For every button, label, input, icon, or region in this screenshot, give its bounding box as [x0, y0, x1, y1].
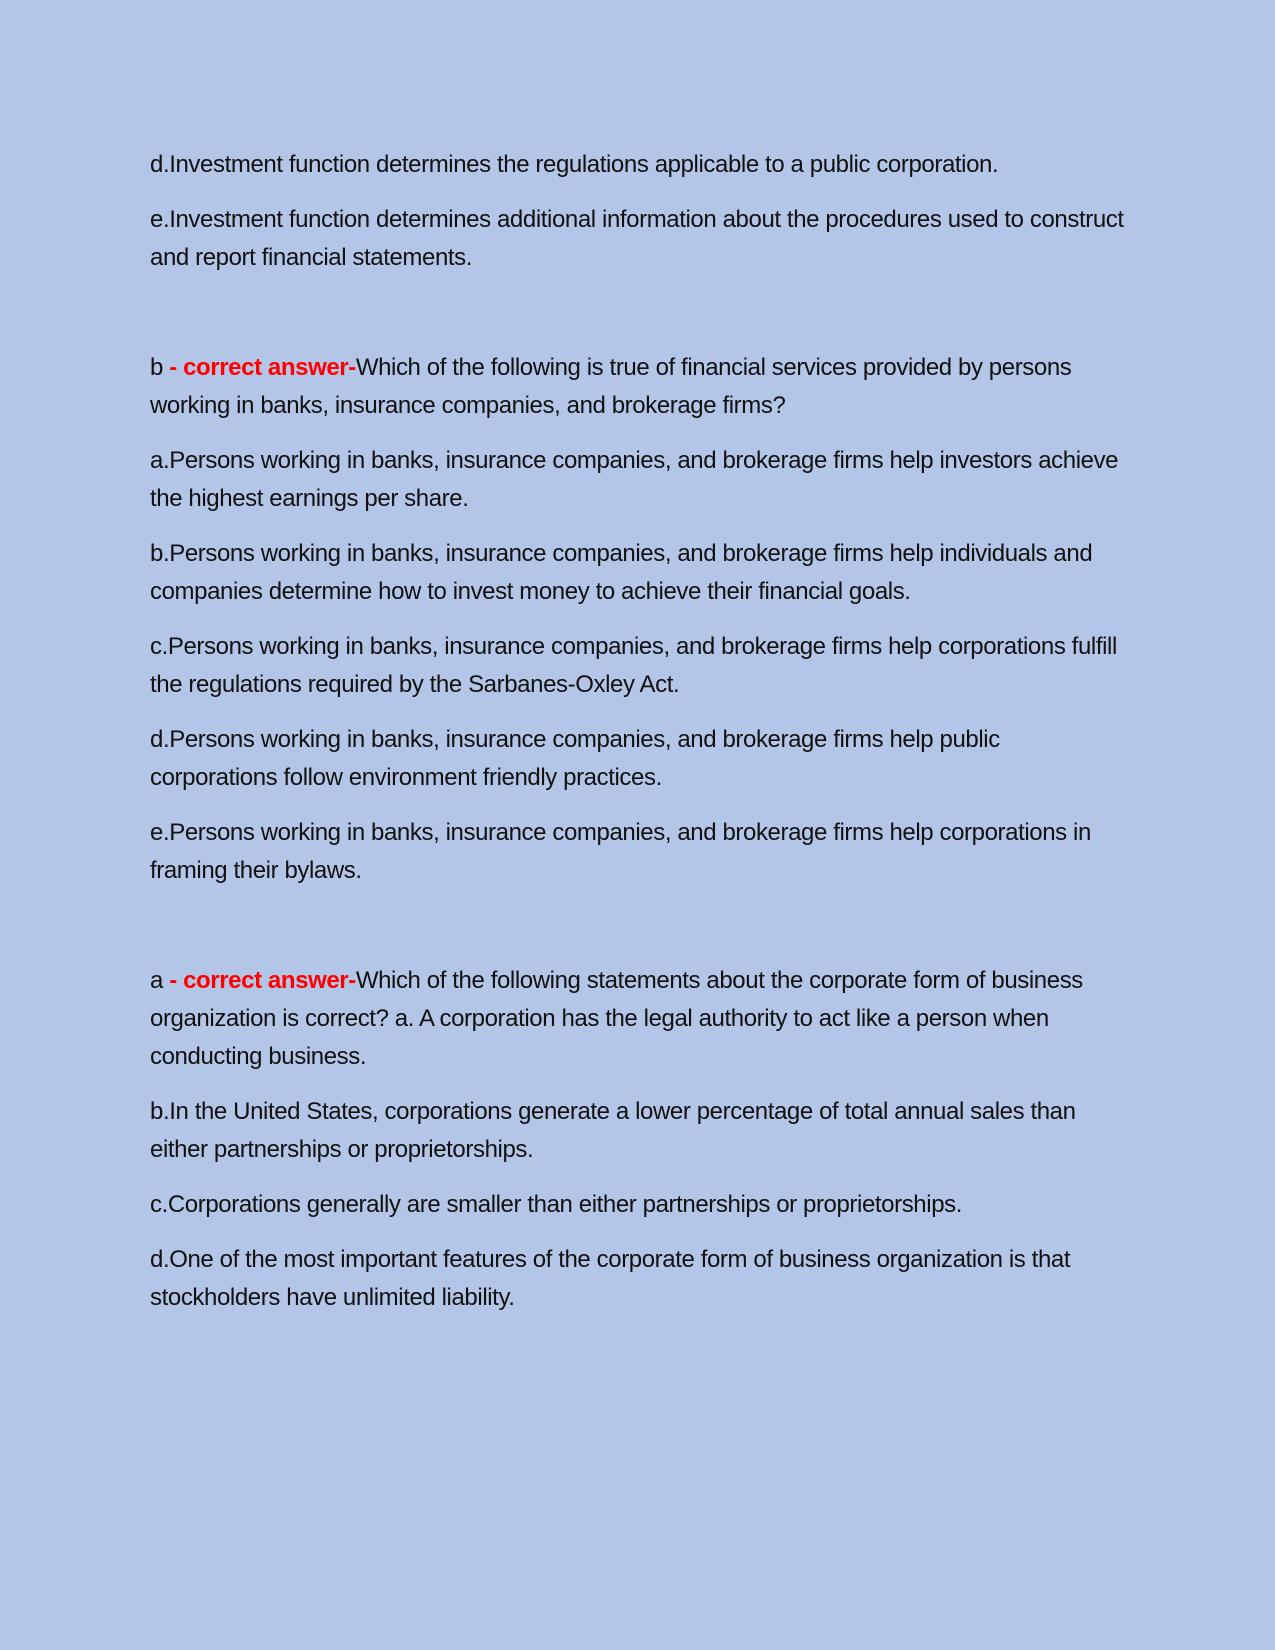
- option-c: c.Corporations generally are smaller than either partnerships or proprietorships.: [150, 1191, 963, 1218]
- correct-answer-marker: - correct answer-: [162, 967, 356, 994]
- question-block-1: [150, 146, 1130, 277]
- correct-answer-marker: - correct answer-: [162, 354, 356, 381]
- question-stem: Which of the following is true of financial services provided by persons working in banks, insurance companies, and brokerage firms?: [150, 354, 1072, 419]
- option-d: d.Persons working in banks, insurance companies, and brokerage firms help public corporations follow environment friendly practices.: [150, 726, 1000, 791]
- option-e: e.Investment function determines additional information about the procedures used to construct and report financial statements.: [150, 206, 1124, 271]
- question-block-3: [150, 962, 1130, 1317]
- question-text: [150, 962, 1130, 1076]
- question-stem: Which of the following statements about the corporate form of business organization is correct? a. A corporation has the legal authority to act like a person when conducting business.: [150, 967, 1083, 1070]
- question-block-2: [150, 349, 1130, 890]
- answer-letter: b: [150, 354, 163, 381]
- option-c: c.Persons working in banks, insurance companies, and brokerage firms help corporations fulfill the regulations required by the Sarbanes-Oxley Act.: [150, 633, 1117, 698]
- question-text: [150, 349, 1130, 425]
- document-page: [150, 146, 1130, 1334]
- option-b: b.In the United States, corporations generate a lower percentage of total annual sales than either partnerships or proprietorships.: [150, 1098, 1076, 1163]
- option-d: d.Investment function determines the regulations applicable to a public corporation.: [150, 151, 999, 178]
- option-a: a.Persons working in banks, insurance companies, and brokerage firms help investors achieve the highest earnings per share.: [150, 447, 1119, 512]
- option-b: b.Persons working in banks, insurance companies, and brokerage firms help individuals and companies determine how to invest money to achieve their financial goals.: [150, 540, 1093, 605]
- option-d: d.One of the most important features of the corporate form of business organization is that stockholders have unlimited liability.: [150, 1246, 1071, 1311]
- option-e: e.Persons working in banks, insurance companies, and brokerage firms help corporations in framing their bylaws.: [150, 819, 1091, 884]
- answer-letter: a: [150, 967, 163, 994]
